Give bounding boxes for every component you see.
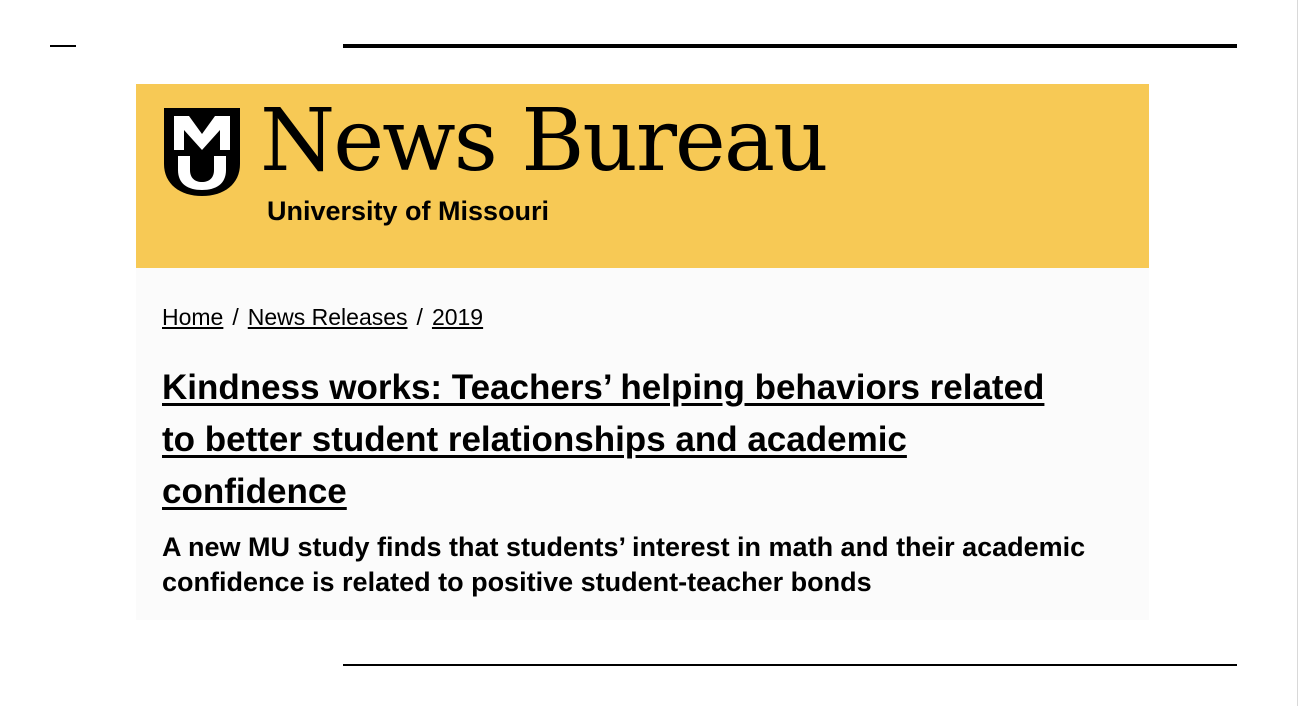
brand-subtitle: University of Missouri bbox=[267, 196, 550, 226]
breadcrumb-home-link[interactable]: Home bbox=[162, 304, 224, 330]
news-bureau-banner bbox=[136, 84, 1149, 268]
breadcrumb-separator: / bbox=[416, 304, 423, 330]
breadcrumb-news-releases-link[interactable]: News Releases bbox=[247, 304, 408, 330]
bottom-rule bbox=[343, 664, 1237, 666]
breadcrumb-year-link[interactable]: 2019 bbox=[431, 304, 484, 330]
dash-mark bbox=[50, 45, 76, 47]
article-content bbox=[136, 268, 1149, 620]
edge-line bbox=[1297, 0, 1298, 706]
article-headline[interactable]: Kindness works: Teachers’ helping behaviors related to better student relationships and academic confidence bbox=[162, 368, 1045, 511]
article-subheadline: A new MU study finds that students’ interest in math and their academic confidence is related to positive student-teacher bonds bbox=[162, 532, 1086, 597]
breadcrumb-separator: / bbox=[232, 304, 239, 330]
brand-title[interactable]: News Bureau bbox=[260, 91, 827, 191]
breadcrumb bbox=[162, 304, 483, 331]
top-rule bbox=[343, 44, 1237, 48]
mu-shield-logo-icon[interactable] bbox=[162, 106, 242, 198]
